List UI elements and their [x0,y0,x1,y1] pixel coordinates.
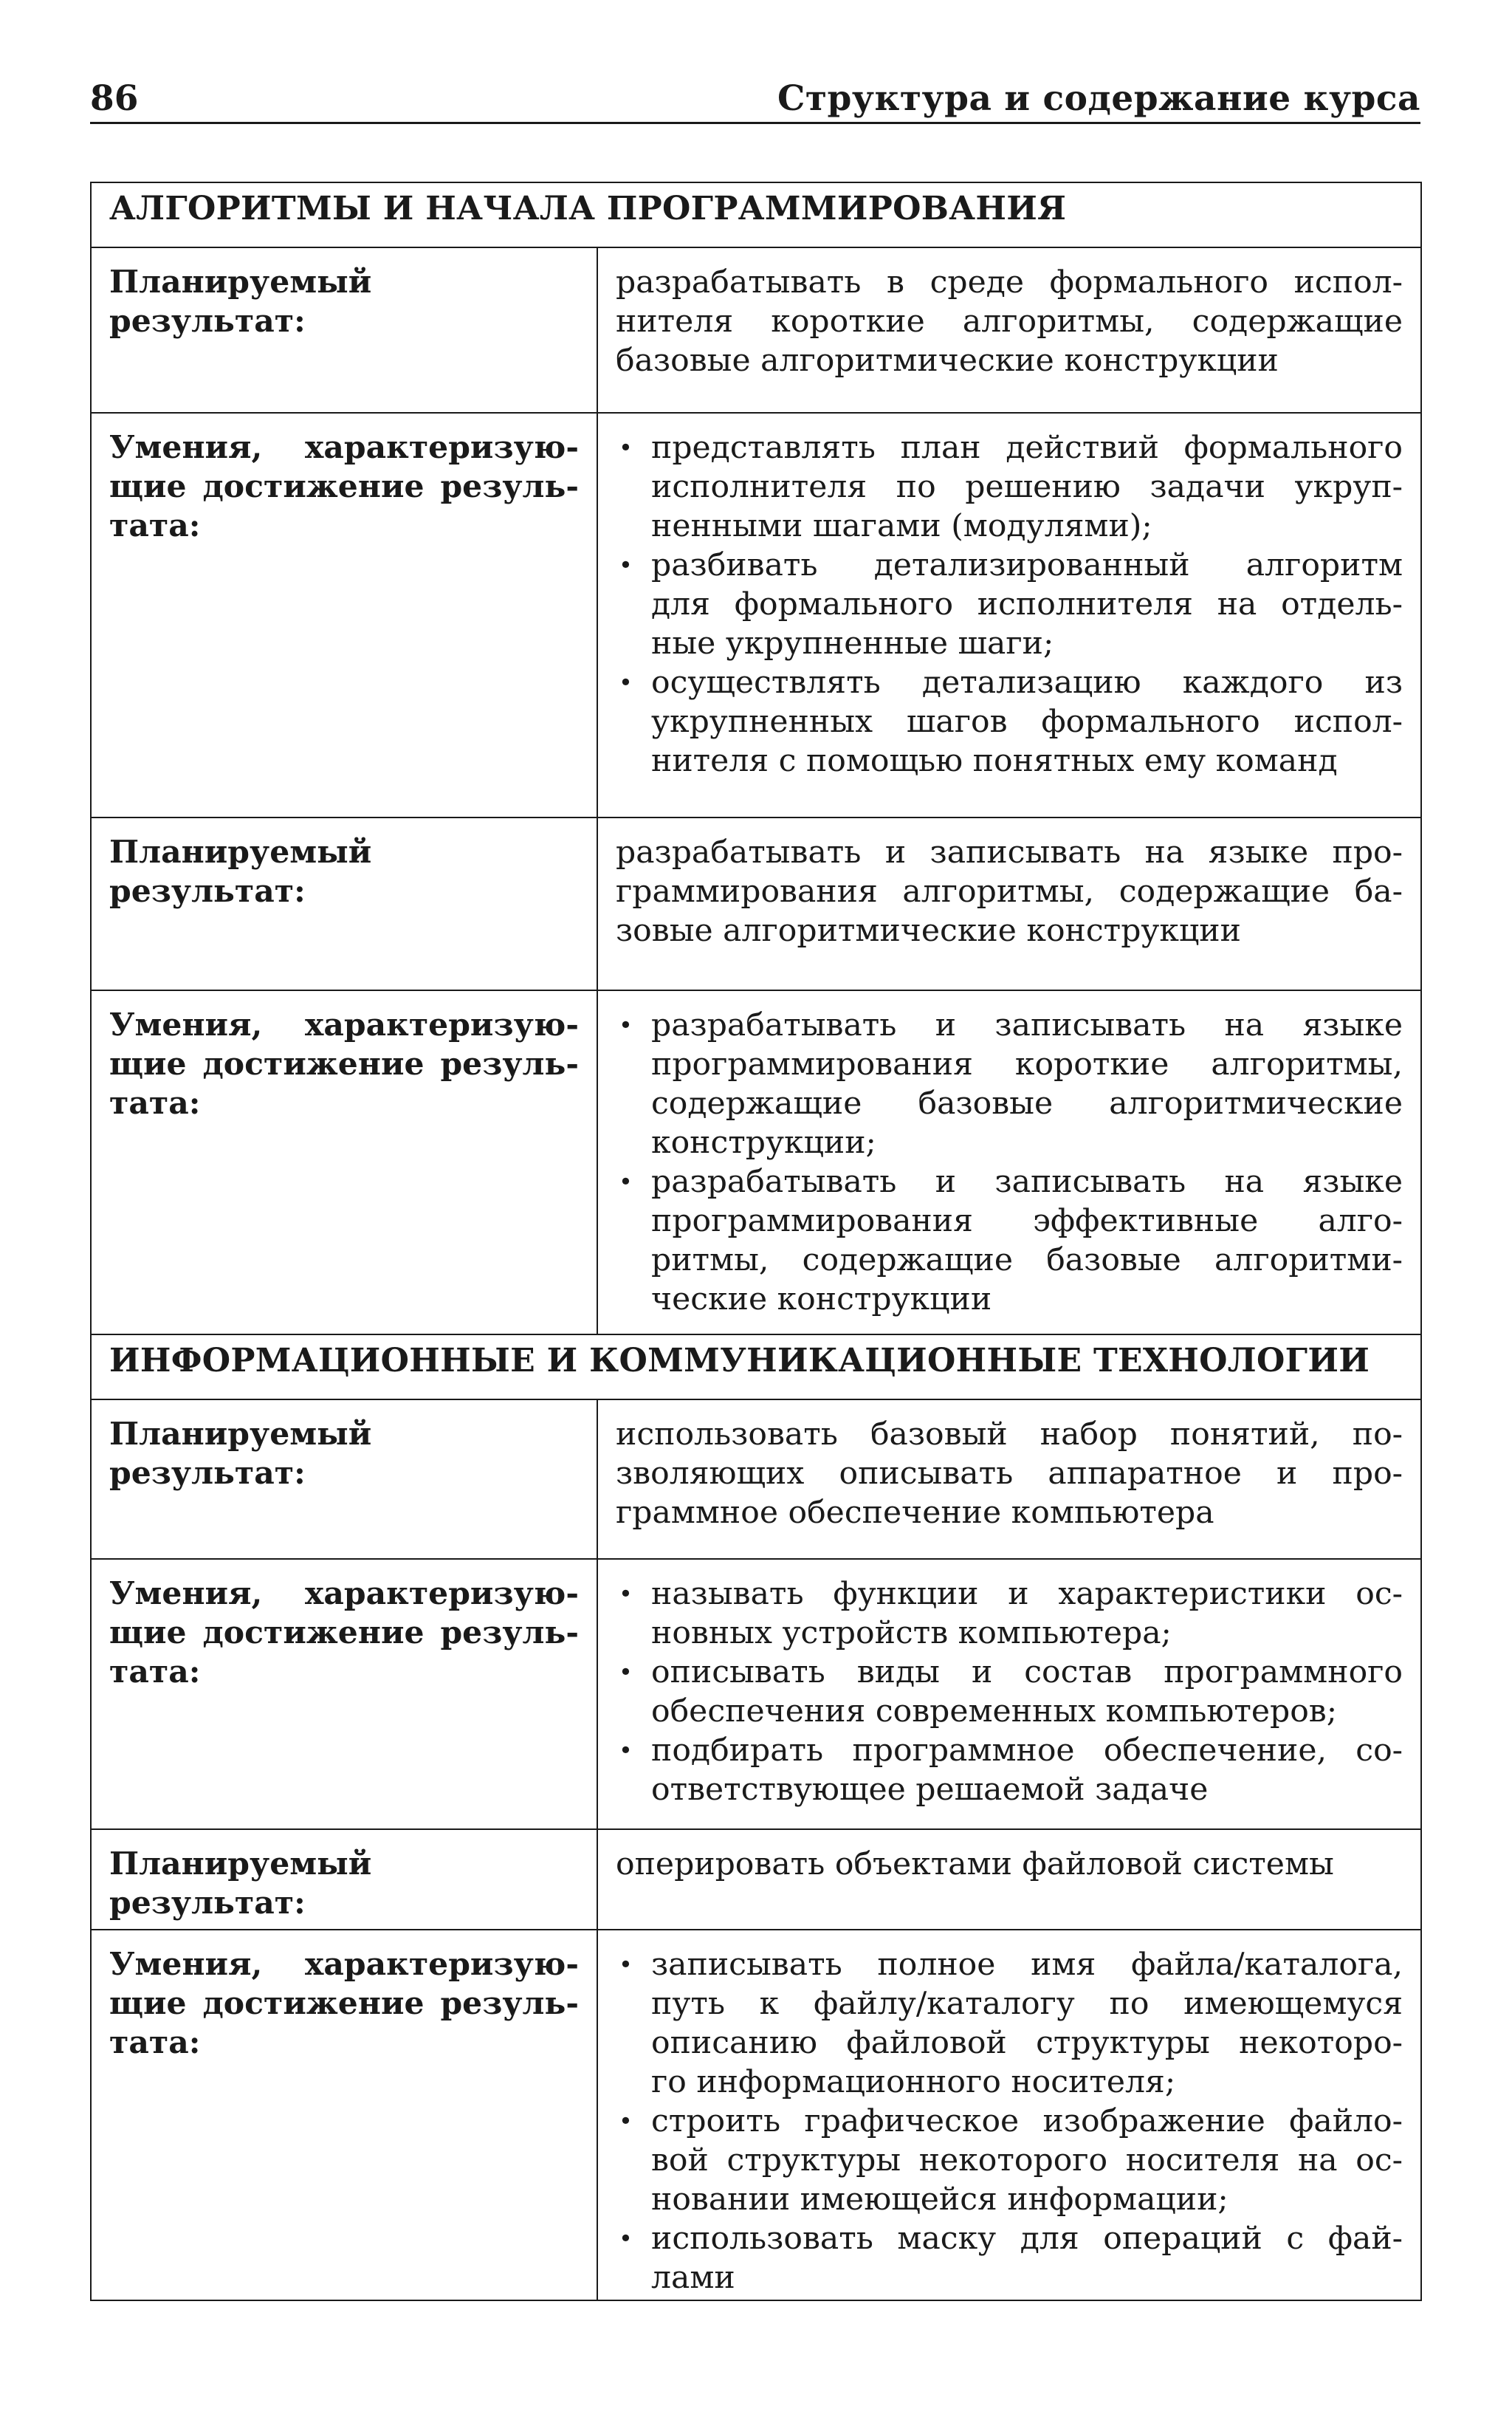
result-label: Планируемый результат: [91,1399,597,1559]
section-title: АЛГОРИТМЫ И НАЧАЛА ПРОГРАММИРОВАНИЯ [91,182,1421,247]
result-text: разрабатывать и записывать на языке про- граммирования алгоритмы, содержащие ба- зовые алгоритмические конструкции [597,817,1421,990]
result-label: Планируемый результат: [91,817,597,990]
list-item: • записывать полное имя файла/каталога, путь к файлу/каталогу по имеющемуся описанию файловой структуры некоторо- го информационного носителя; [616,1945,1403,2102]
skills-list [597,1559,1421,1829]
skills-list [597,1930,1421,2300]
table-row [91,247,1421,413]
section-title: ИНФОРМАЦИОННЫЕ И КОММУНИКАЦИОННЫЕ ТЕХНОЛОГИИ [91,1334,1421,1399]
page [90,71,1420,2296]
skills-list [597,413,1421,817]
running-title: Структура и содержание курса [777,78,1420,119]
list-item: • использовать маску для операций с фай- лами [616,2219,1403,2297]
skills-label: Умения, характеризую- щие достижение резуль- тата: [91,1930,597,2300]
running-head [90,71,1420,124]
table-row [91,990,1421,1334]
list-item: • осуществлять детализацию каждого из укрупненных шагов формального испол- нителя с помощью понятных ему команд [616,663,1403,781]
skills-label: Умения, характеризую- щие достижение резуль- тата: [91,1559,597,1829]
table-row [91,1399,1421,1559]
list-item: • называть функции и характеристики ос- новных устройств компьютера; [616,1574,1403,1653]
result-text: оперировать объектами файловой системы [597,1829,1421,1930]
list-item: • строить графическое изображение файло- вой структуры некоторого носителя на ос- новании имеющейся информации; [616,2102,1403,2219]
skills-label: Умения, характеризую- щие достижение резуль- тата: [91,413,597,817]
list-item: • разрабатывать и записывать на языке программирования эффективные алго- ритмы, содержащие базовые алгоритми- ческие конструкции [616,1162,1403,1319]
table-row [91,817,1421,990]
result-text: разрабатывать в среде формального испол- нителя короткие алгоритмы, содержащие базовые алгоритмические конструкции [597,247,1421,413]
result-text: использовать базовый набор понятий, по- зволяющих описывать аппаратное и про- граммное обеспечение компьютера [597,1399,1421,1559]
course-table [90,182,1422,2301]
list-item: • подбирать программное обеспечение, со- ответствующее решаемой задаче [616,1731,1403,1809]
list-item: • описывать виды и состав программного обеспечения современных компьютеров; [616,1653,1403,1731]
table-row [91,1559,1421,1829]
result-label: Планируемый результат: [91,247,597,413]
skills-label: Умения, характеризую- щие достижение резуль- тата: [91,990,597,1334]
list-item: • разбивать детализированный алгоритм для формального исполнителя на отдель- ные укрупненные шаги; [616,546,1403,663]
table-row [91,1829,1421,1930]
table-row [91,1930,1421,2300]
list-item: • разрабатывать и записывать на языке программирования короткие алгоритмы, содержащие базовые алгоритмические конструкции; [616,1006,1403,1162]
skills-list [597,990,1421,1334]
table-row [91,413,1421,817]
result-label: Планируемый результат: [91,1829,597,1930]
list-item: • представлять план действий формального исполнителя по решению задачи укруп- ненными шагами (модулями); [616,428,1403,546]
page-number: 86 [90,78,139,119]
